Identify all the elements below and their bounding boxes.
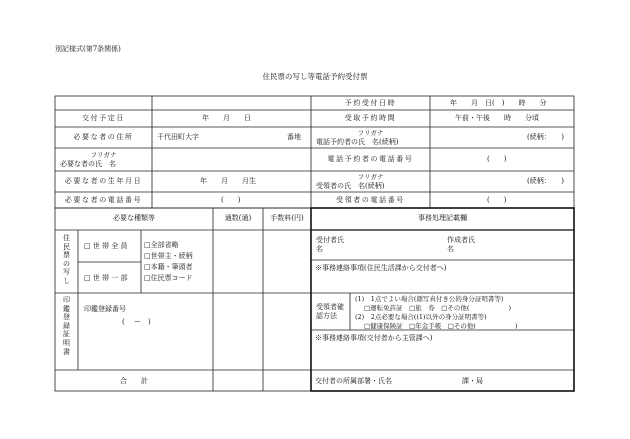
issuer-label: 交付者の所属部署・氏名 (315, 377, 392, 385)
household-all-checkbox[interactable]: □ 世 帯 全 員 (84, 242, 128, 250)
reservation-date-label: 予約受付日時 (344, 99, 397, 107)
caller-phone-value[interactable]: ( ) (487, 155, 507, 163)
caller-phone-label: 電話予約者の電話番号 (327, 155, 414, 163)
address-label: 必要な者の住所 (73, 133, 134, 141)
applicant-phone-label: 必要な者の電話番号 (64, 196, 143, 204)
seal-registration-value[interactable]: ( ー ) (122, 318, 151, 326)
option-householder-checkbox[interactable]: □世帯主・続柄 (144, 252, 193, 260)
recipient-furigana-label: フリガナ (357, 173, 384, 181)
recipient-check-label: 受領者確認方法 (316, 303, 344, 320)
seal-certificate-label: 印鑑登録証明書 (63, 296, 70, 356)
delivery-date-value[interactable]: 年 月 日 (202, 114, 251, 122)
caller-name-label: 電話予約者の氏 名(続柄) (316, 138, 399, 146)
seal-registration-label: 印鑑登録番号 (84, 305, 126, 313)
col-header-fee: 手数料(円) (270, 214, 304, 222)
check-options-2[interactable]: □健康保険証 □年金手帳 □その他( ) (364, 322, 518, 330)
issuer-value[interactable]: 課・局 (462, 377, 483, 385)
receptionist-label: 受付者氏 名 (316, 236, 351, 253)
col-header-type: 必要な種類等 (113, 214, 155, 222)
address-suffix: 番地 (287, 133, 301, 141)
pickup-schedule-value[interactable]: 午前・午後 時 分頃 (455, 114, 539, 122)
total-label: 合 計 (120, 377, 148, 385)
household-partial-checkbox[interactable]: □ 世 帯 一 部 (84, 274, 128, 282)
reservation-date-value[interactable]: 年 月 日( ) 時 分 (450, 99, 547, 107)
creator-label: 作成者氏 名 (447, 236, 482, 253)
applicant-furigana-label: フリガナ (90, 151, 117, 159)
address-prefix[interactable]: 千代田町大字 (157, 133, 199, 141)
applicant-phone-value[interactable]: ( ) (221, 196, 241, 204)
delivery-date-label: 交付予定日 (82, 114, 125, 122)
page-title: 住民票の写し等電話予約受付票 (262, 72, 368, 81)
option-all-omitted-checkbox[interactable]: □全部省略 (144, 241, 179, 249)
applicant-name-label: 必要な者の氏 名 (60, 160, 116, 168)
dob-value[interactable]: 年 月 月生 (200, 177, 256, 185)
check-options-1[interactable]: □運転免許証 □旅 券 □その他( ) (364, 304, 511, 312)
option-domicile-checkbox[interactable]: □本籍・筆頭者 (144, 263, 193, 271)
recipient-phone-value[interactable]: ( ) (487, 196, 507, 204)
caller-relation-value[interactable]: (続柄： ) (527, 133, 564, 141)
recipient-name-label: 受領者の氏 名(続柄) (316, 182, 385, 190)
office-section-header: 事務処理記載欄 (418, 214, 467, 222)
office-contact-note-1: ※事務連絡事項(住民生活課から交付者へ) (315, 264, 447, 272)
check-line-1: (1) 1点でよい場合(顔写真付き公的身分証明書等) (355, 295, 504, 303)
residence-copy-label: 住民票の写し (63, 234, 70, 285)
check-line-2: (2) 2点必要な場合((1)以外の身分証明書等) (355, 313, 487, 321)
form-label: 別記様式(第7条関係) (55, 45, 121, 53)
pickup-schedule-label: 受取予約時間 (344, 114, 397, 122)
col-header-count: 通数(通) (224, 214, 252, 222)
caller-furigana-label: フリガナ (357, 129, 384, 137)
office-contact-note-2: ※事務連絡事項(交付者から主管課へ) (315, 334, 433, 342)
dob-label: 必要な者の生年月日 (64, 177, 143, 185)
option-resident-code-checkbox[interactable]: □住民票コード (144, 274, 193, 282)
recipient-relation-value[interactable]: (続柄： ) (527, 177, 564, 185)
recipient-phone-label: 受領者の電話番号 (336, 196, 405, 204)
